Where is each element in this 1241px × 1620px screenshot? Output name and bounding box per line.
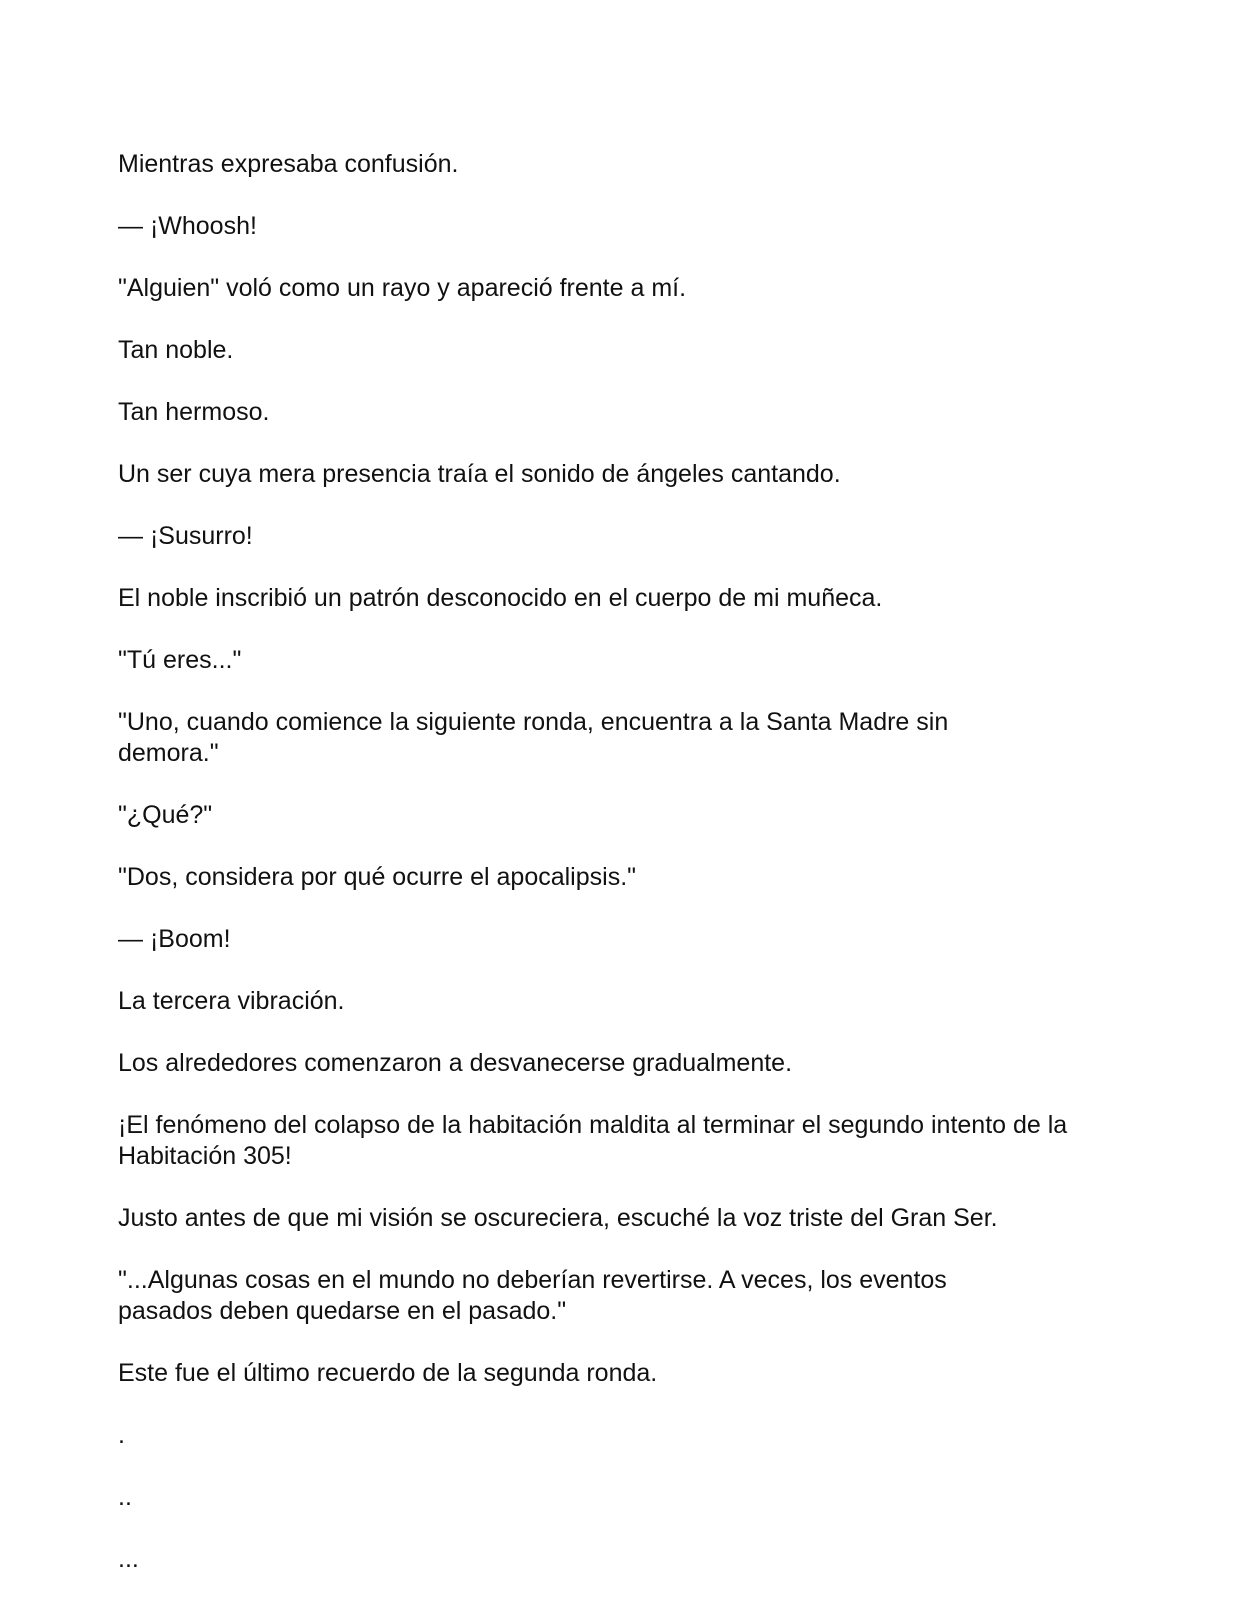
paragraph: ¡El fenómeno del colapso de la habitación maldita al terminar el segundo intento de la Habitación 305! [118, 1111, 1068, 1170]
paragraph: "Tú eres..." [118, 646, 242, 674]
paragraph: Justo antes de que mi visión se oscureciera, escuché la voz triste del Gran Ser. [118, 1204, 998, 1232]
paragraph: Tan hermoso. [118, 398, 270, 426]
paragraph: El noble inscribió un patrón desconocido en el cuerpo de mi muñeca. [118, 584, 883, 612]
paragraph: . [118, 1421, 125, 1449]
paragraph: "Alguien" voló como un rayo y apareció frente a mí. [118, 274, 687, 302]
paragraph: — ¡Whoosh! [118, 212, 257, 240]
paragraph: "Uno, cuando comience la siguiente ronda, encuentra a la Santa Madre sin demora." [118, 708, 949, 767]
paragraph: ... [118, 1545, 139, 1573]
paragraph: Mientras expresaba confusión. [118, 150, 459, 178]
paragraph: Este fue el último recuerdo de la segunda ronda. [118, 1359, 658, 1387]
paragraph: Los alrededores comenzaron a desvanecerse gradualmente. [118, 1049, 793, 1077]
paragraph: — ¡Susurro! [118, 522, 253, 550]
paragraph: Tan noble. [118, 336, 234, 364]
paragraph: "...Algunas cosas en el mundo no deberían revertirse. A veces, los eventos pasados deben quedarse en el pasado." [118, 1266, 947, 1325]
paragraph: La tercera vibración. [118, 987, 345, 1015]
paragraph: "Dos, considera por qué ocurre el apocalipsis." [118, 863, 637, 891]
paragraph: .. [118, 1483, 132, 1511]
paragraph: "¿Qué?" [118, 801, 213, 829]
paragraph: — ¡Boom! [118, 925, 231, 953]
document-body [118, 149, 1128, 1606]
paragraph: Un ser cuya mera presencia traía el sonido de ángeles cantando. [118, 460, 841, 488]
